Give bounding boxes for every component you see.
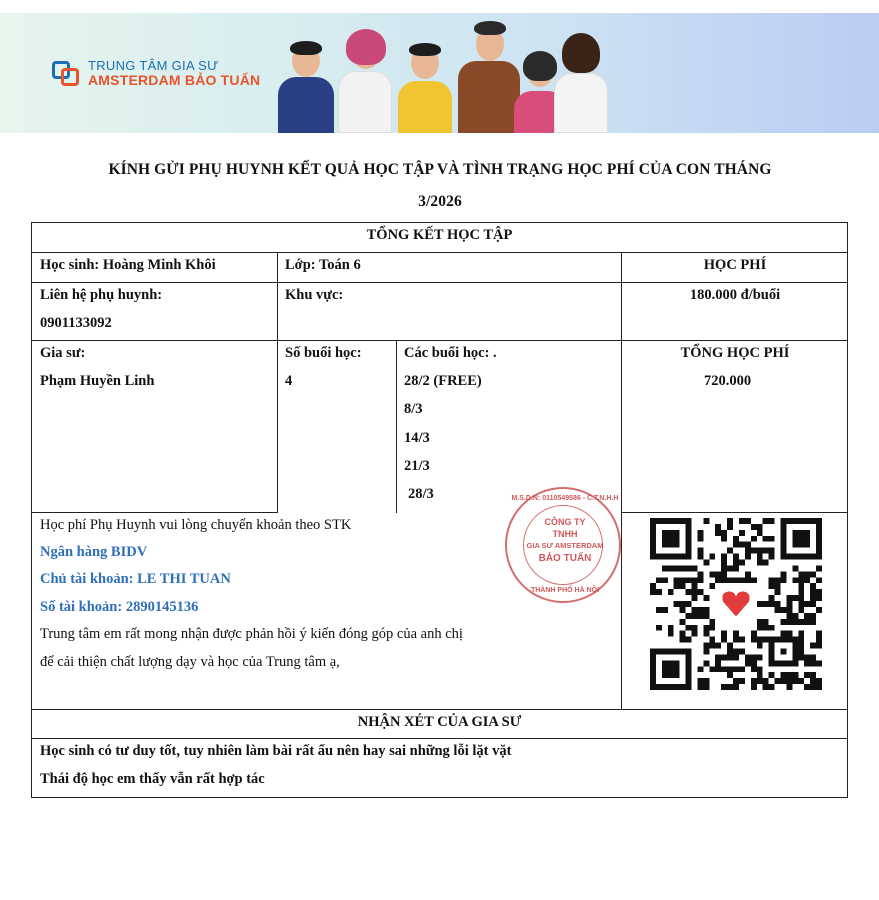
session-date: 8/3 xyxy=(404,401,423,417)
sessions-count-label: Số buổi học: xyxy=(285,345,362,361)
logo-line-2: AMSTERDAM BẢO TUẤN xyxy=(88,71,261,88)
parent-phone: 0901133092 xyxy=(40,315,112,331)
logo-mark-icon xyxy=(52,59,82,87)
report-title: KÍNH GỬI PHỤ HUYNH KẾT QUẢ HỌC TẬP VÀ TÌNH TRẠNG HỌC PHÍ CỦA CON THÁNG xyxy=(108,161,772,178)
student-name: Học sinh: Hoàng Minh Khôi xyxy=(40,257,216,273)
report-month: 3/2026 xyxy=(418,193,462,210)
total-fee-label: TỔNG HỌC PHÍ xyxy=(680,345,790,361)
session-date: 21/3 xyxy=(404,458,430,474)
tutor-comment: Học sinh có tư duy tốt, tuy nhiên làm bài rất ẩu nên hay sai những lỗi lặt vặt xyxy=(40,743,512,759)
sessions-list-label: Các buổi học: . xyxy=(404,345,497,361)
fee-header: HỌC PHÍ xyxy=(703,257,767,273)
feedback-request: Trung tâm em rất mong nhận được phản hồi ý kiến đóng góp của anh chị xyxy=(40,626,463,642)
area-label: Khu vực: xyxy=(285,287,344,303)
person-figure xyxy=(276,33,336,133)
logo-line-1: TRUNG TÂM GIA SƯ xyxy=(88,58,219,73)
header-banner xyxy=(0,13,879,133)
tutor-comment: Thái độ học em thấy vẫn rất hợp tác xyxy=(40,771,265,787)
session-date: 28/3 xyxy=(408,486,434,502)
tutor-label: Gia sư: xyxy=(40,345,86,361)
parent-contact-label: Liên hệ phụ huynh: xyxy=(40,287,163,303)
bank-name: Ngân hàng BIDV xyxy=(40,544,148,560)
feedback-request-cont: để cải thiện chất lượng dạy và học của Trung tâm ạ, xyxy=(40,654,340,670)
payment-qr-code xyxy=(650,518,822,690)
session-date: 14/3 xyxy=(404,430,430,446)
session-date: 28/2 (FREE) xyxy=(404,373,482,389)
person-figure xyxy=(334,21,396,133)
person-figure xyxy=(552,27,610,133)
person-figure xyxy=(396,37,454,133)
account-holder: Chủ tài khoản: LE THI TUAN xyxy=(40,571,231,587)
fee-per-session: 180.000 đ/buổi xyxy=(689,287,781,303)
banner-photo xyxy=(272,13,612,133)
comments-header: NHẬN XÉT CỦA GIA SƯ xyxy=(357,714,522,730)
payment-instruction: Học phí Phụ Huynh vui lòng chuyển khoản theo STK xyxy=(40,517,352,533)
center-logo xyxy=(52,59,260,87)
sessions-count: 4 xyxy=(285,373,293,389)
account-number: Số tài khoản: 2890145136 xyxy=(40,599,199,615)
company-stamp-seal: M.S.D.N: 0110549586 - C.T.N.H.H CÔNG TY TNHH GIA SƯ AMSTERDAM BẢO TUẤN THÀNH PHỐ HÀ NỘI xyxy=(505,487,621,603)
class-name: Lớp: Toán 6 xyxy=(285,257,361,273)
summary-header: TỔNG KẾT HỌC TẬP xyxy=(366,227,513,243)
tutor-name: Phạm Huyền Linh xyxy=(40,373,155,389)
total-fee-value: 720.000 xyxy=(704,373,752,389)
